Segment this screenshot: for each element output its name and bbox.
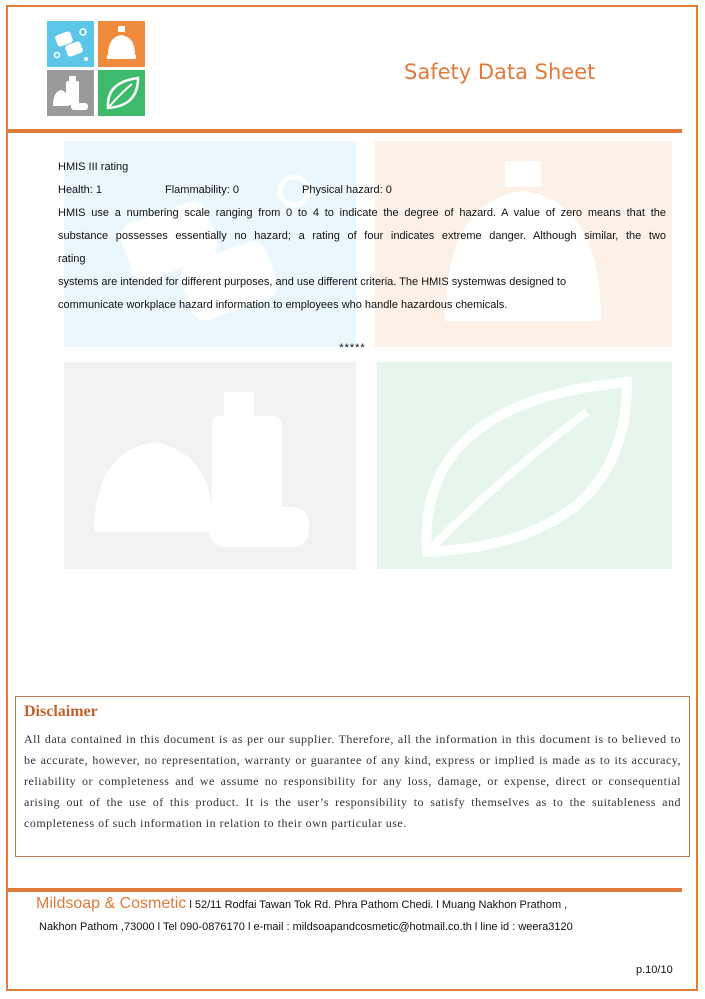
footer-divider	[8, 888, 682, 892]
disclaimer-box	[15, 696, 690, 857]
footer-line	[36, 893, 676, 916]
hmis-text-line: rating	[58, 253, 86, 265]
document-title: Safety Data Sheet	[404, 60, 596, 84]
soap-bubbles-icon	[47, 21, 94, 67]
watermark-leaf-icon	[377, 362, 672, 569]
hmis-text-line: systems are intended for different purposes, and use different criteria. The HMIS systemwas designed to	[58, 276, 567, 288]
physical-hazard-rating: Physical hazard: 0	[302, 184, 392, 196]
soap-dispenser-icon	[98, 21, 145, 67]
leaf-icon	[98, 70, 145, 116]
hmis-ratings	[58, 179, 666, 202]
page-number: p.10/10	[636, 964, 673, 976]
footer	[36, 893, 676, 938]
company-contact: Nakhon Pathom ,73000 l Tel 090-0876170 l e-mail : mildsoapandcosmetic@hotmail.co.th l line id : weera3120	[39, 921, 573, 933]
hmis-text-line: substance possesses essentially no hazard; a rating of four indicates extreme danger. Although similar, the two	[58, 230, 666, 242]
hmis-text-line: communicate workplace hazard information to employees who handle hazardous chemicals.	[58, 299, 508, 311]
company-name: Mildsoap & Cosmetic	[36, 895, 187, 912]
flammability-rating: Flammability: 0	[165, 184, 239, 196]
header-divider	[8, 129, 682, 133]
hmis-text-line: HMIS use a numbering scale ranging from 0 to 4 to indicate the degree of hazard. A value of zero means that the	[58, 207, 666, 219]
cosmetic-bottles-icon	[47, 70, 94, 116]
section-separator: *****	[339, 342, 366, 354]
watermark-bottles-icon	[64, 362, 356, 569]
health-rating: Health: 1	[58, 184, 103, 196]
hmis-heading: HMIS III rating	[58, 161, 129, 173]
disclaimer-text: All data contained in this document is as per our supplier. Therefore, all the information in this document is to believed to be accurate, however, no representation, warranty or guarantee of any kind, express or implied is made as to its accuracy, reliability or completeness and we assume no responsibility for any loss, damage, or expense, direct or consequential arising out of the use of this product. It is the user’s responsibility to satisfy themselves as to the suitableness and completeness of such information in relation to their own particular use.	[24, 732, 681, 830]
company-logo	[47, 21, 145, 116]
hmis-section	[58, 156, 666, 317]
company-address: l 52/11 Rodfai Tawan Tok Rd. Phra Pathom Chedi. l Muang Nakhon Prathom ,	[186, 899, 568, 911]
disclaimer-title: Disclaimer	[24, 703, 98, 720]
